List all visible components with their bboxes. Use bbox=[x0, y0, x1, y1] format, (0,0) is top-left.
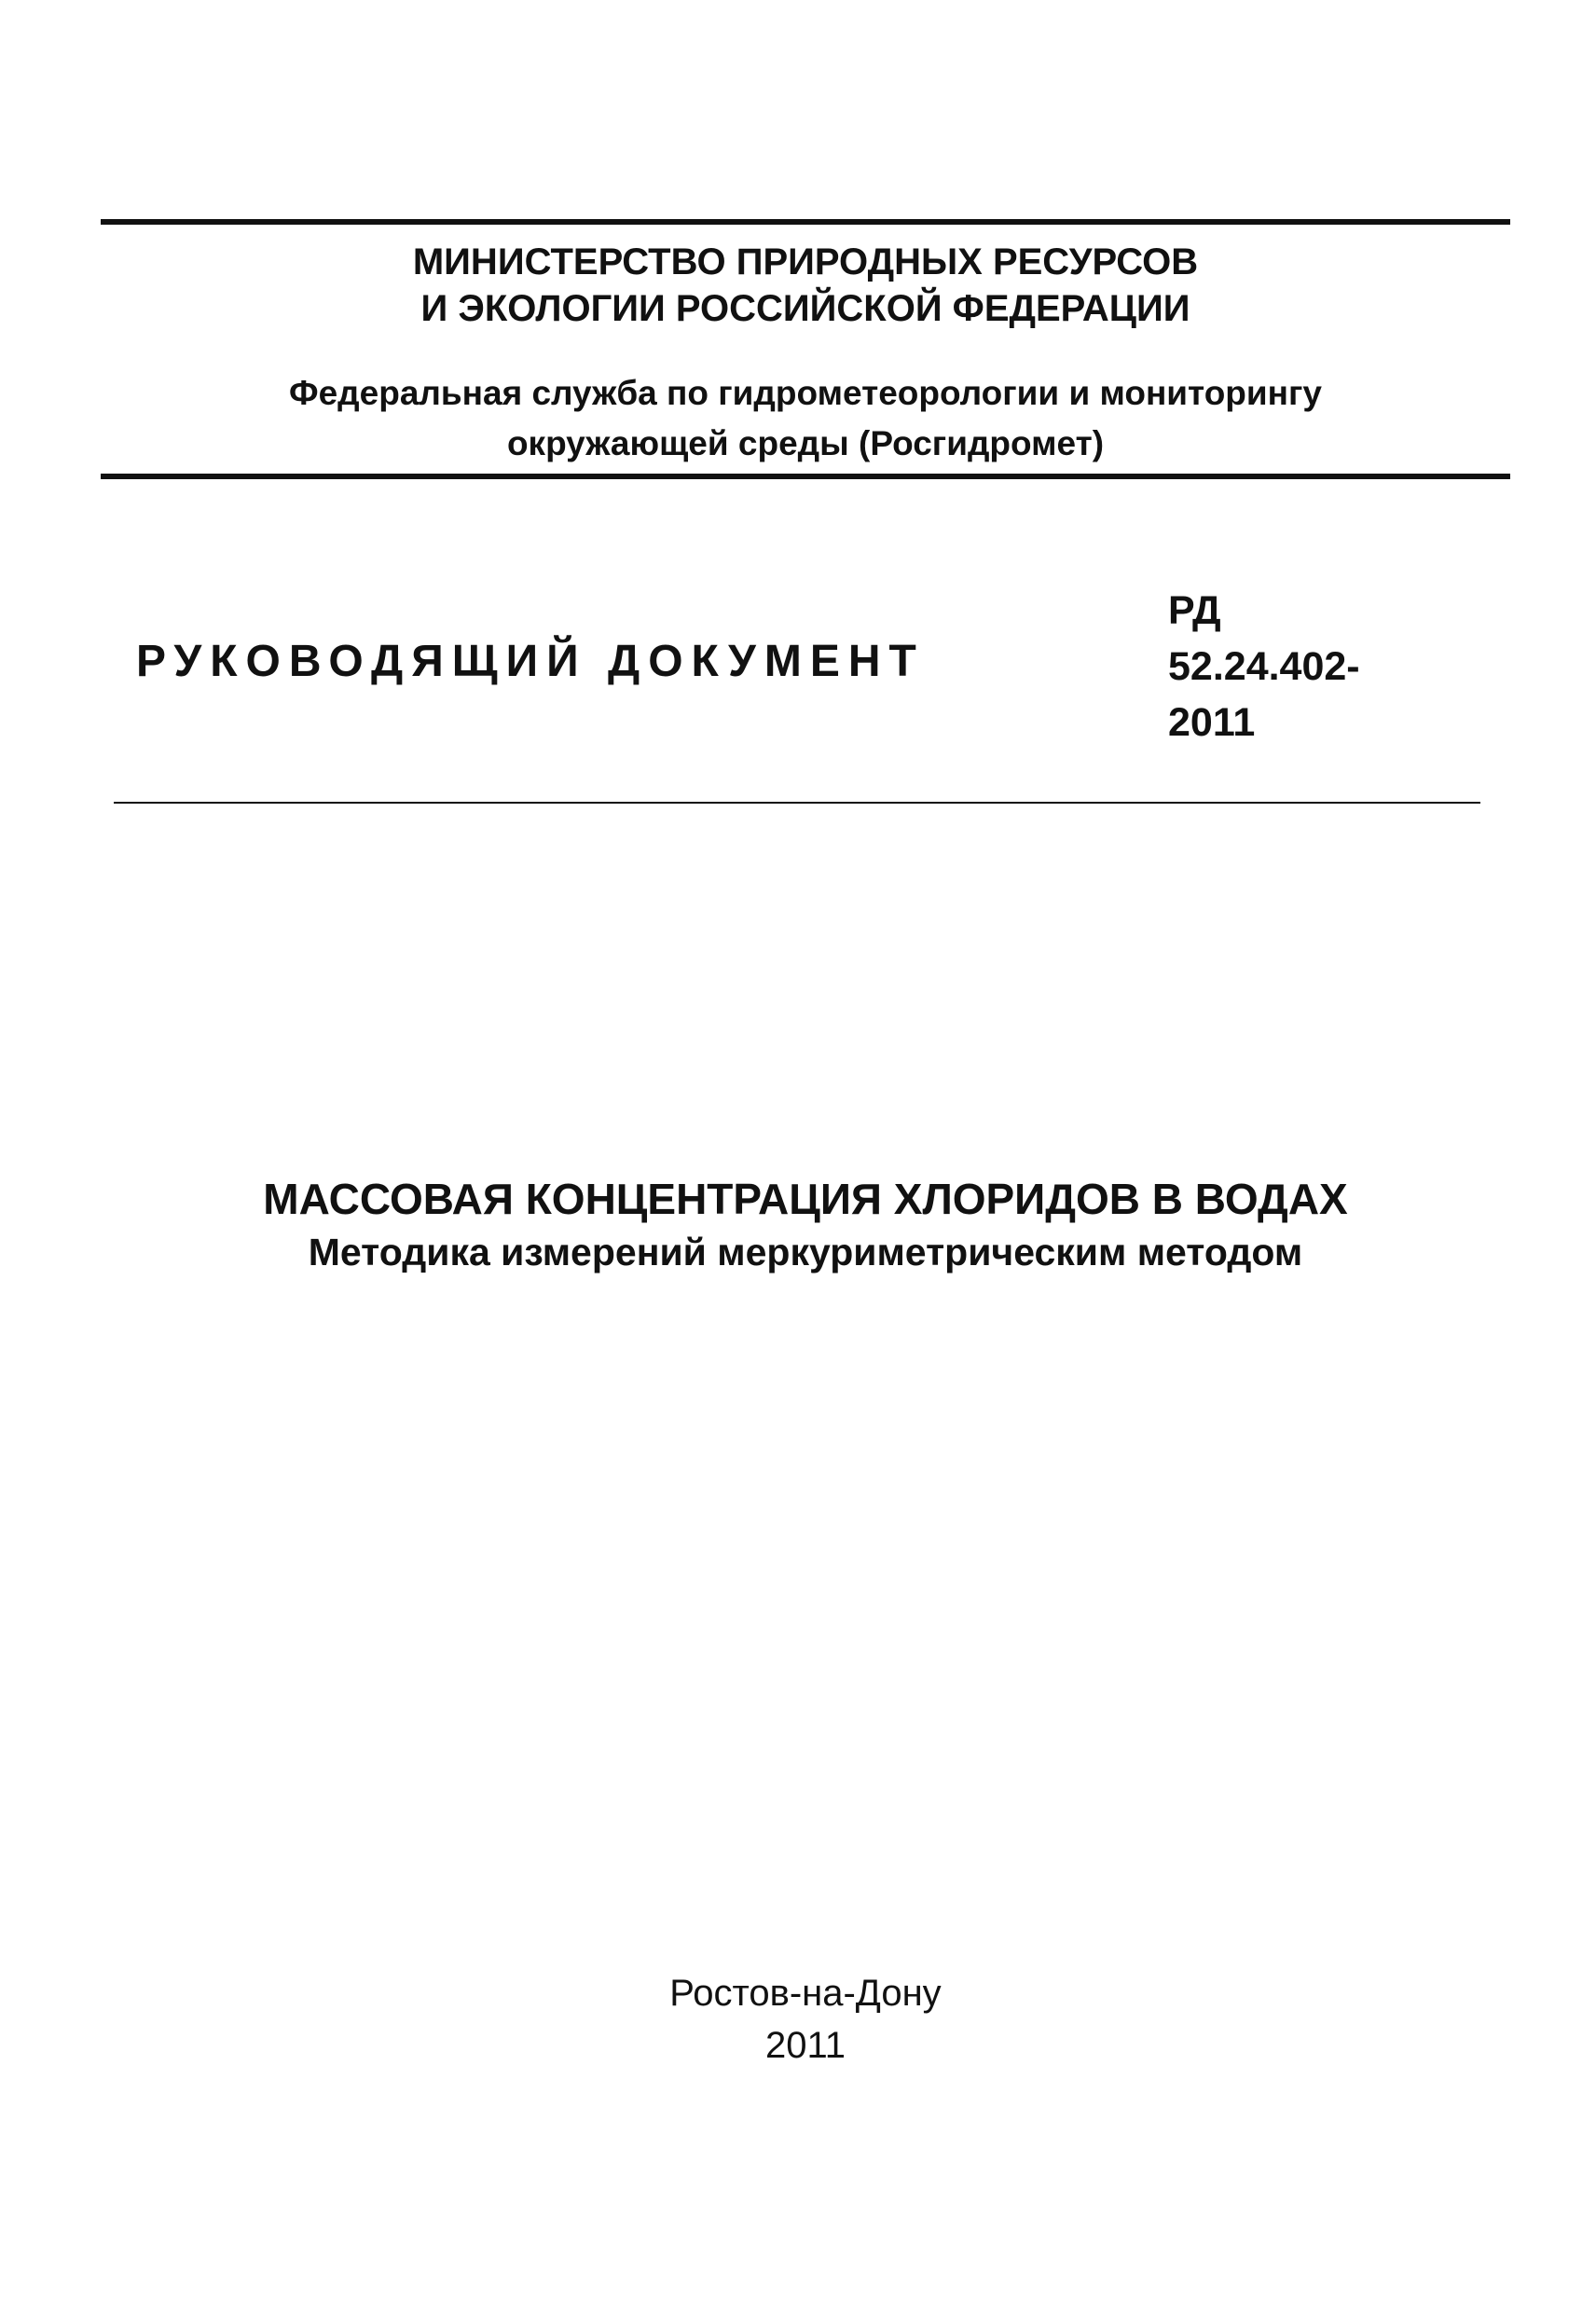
document-type: РУКОВОДЯЩИЙ ДОКУМЕНТ bbox=[136, 637, 925, 686]
top-rule bbox=[101, 219, 1510, 225]
document-subtitle: Методика измерений меркуриметрическим методом bbox=[308, 1231, 1303, 1274]
ministry-line-1: МИНИСТЕРСТВО ПРИРОДНЫХ РЕСУРСОВ bbox=[412, 241, 1199, 282]
ministry-line-2: И ЭКОЛОГИИ РОССИЙСКОЙ ФЕДЕРАЦИИ bbox=[420, 288, 1190, 329]
ministry-name bbox=[101, 239, 1510, 332]
service-name bbox=[101, 368, 1510, 469]
thin-rule bbox=[114, 802, 1480, 804]
document-number-line-2: 52.24.402- bbox=[1168, 644, 1360, 689]
service-line-2: окружающей среды (Росгидромет) bbox=[506, 424, 1105, 462]
document-number-line-1: РД bbox=[1168, 588, 1221, 633]
imprint-year: 2011 bbox=[764, 2025, 846, 2066]
imprint-city: Ростов-на-Дону bbox=[669, 1973, 942, 2014]
document-title: МАССОВАЯ КОНЦЕНТРАЦИЯ ХЛОРИДОВ В ВОДАХ bbox=[263, 1175, 1348, 1223]
service-line-1: Федеральная служба по гидрометеорологии и мониторингу bbox=[289, 374, 1322, 412]
document-number bbox=[1168, 583, 1360, 750]
imprint bbox=[101, 1967, 1510, 2072]
document-number-line-3: 2011 bbox=[1168, 700, 1256, 745]
middle-rule bbox=[101, 474, 1510, 479]
